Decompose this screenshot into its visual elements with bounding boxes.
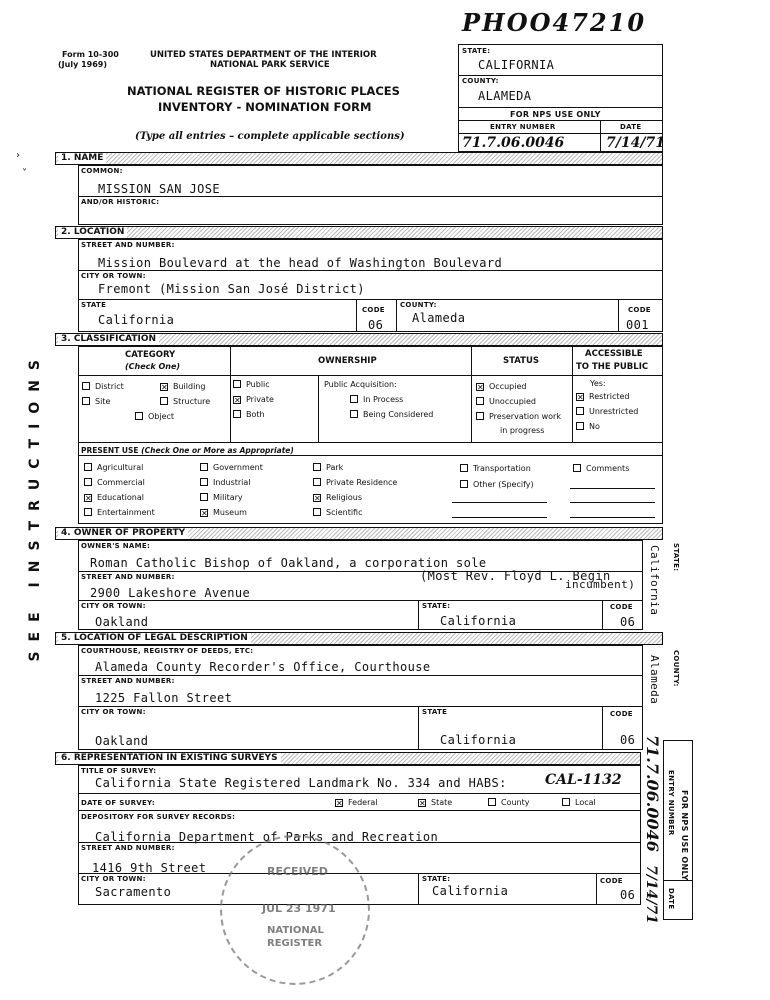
checkbox-icon (82, 397, 90, 405)
classification-box (78, 346, 663, 524)
legal-code-label: CODE (610, 710, 633, 718)
location-street-value: Mission Boulevard at the head of Washington Boulevard (98, 256, 503, 270)
category-site[interactable]: Site (82, 397, 110, 406)
ownership-public[interactable]: Public (233, 380, 270, 389)
stamp-line-3: NATIONAL (267, 925, 324, 936)
section-6-title: 6. REPRESENTATION IN EXISTING SURVEYS (58, 753, 281, 764)
check-one-hint: (Check One) (125, 362, 181, 371)
survey-code-label: CODE (600, 877, 623, 885)
depository-value: California Department of Parks and Recreation (95, 830, 439, 844)
legal-state-label: STATE (422, 708, 448, 716)
status-preservation-work[interactable]: Preservation work (476, 412, 561, 421)
checkbox-icon (82, 382, 90, 390)
use-commercial[interactable]: Commercial (84, 478, 145, 487)
status-unoccupied[interactable]: Unoccupied (476, 397, 536, 406)
common-name-value: MISSION SAN JOSE (98, 182, 220, 196)
owner-city-value: Oakland (95, 615, 149, 629)
location-state-label: STATE (81, 301, 107, 309)
form-title-2: INVENTORY - NOMINATION FORM (158, 100, 372, 114)
owner-name-label: OWNER'S NAME: (81, 542, 151, 550)
ownership-private[interactable]: ✕ Private (234, 395, 274, 405)
acquisition-in-process[interactable]: In Process (350, 395, 403, 404)
owner-street-value: 2900 Lakeshore Avenue (90, 586, 251, 600)
survey-county[interactable]: County (488, 798, 530, 807)
checkbox-icon (160, 397, 168, 405)
checked-box-icon: ✕ (85, 494, 92, 503)
checkbox-icon (573, 464, 581, 472)
location-street-label: STREET AND NUMBER: (81, 241, 175, 249)
form-title-1: NATIONAL REGISTER OF HISTORIC PLACES (127, 84, 400, 98)
survey-street-label: STREET AND NUMBER: (81, 844, 175, 852)
checked-box-icon: ✕ (314, 494, 321, 503)
fold-mark-mid: ˅ (22, 168, 27, 179)
owner-state-label: STATE: (422, 602, 451, 610)
side-county-value: Alameda (648, 655, 661, 705)
accessible-header-2: TO THE PUBLIC (576, 362, 649, 372)
checkbox-icon (562, 798, 570, 806)
stamp-line-2: JUL 23 1971 (262, 902, 336, 915)
survey-state[interactable]: ✕ State (419, 798, 453, 808)
use-transportation[interactable]: Transportation (460, 464, 531, 473)
use-park[interactable]: Park (313, 463, 343, 472)
form-instruction: (Type all entries – complete applicable sections) (135, 131, 405, 142)
accessible-restricted[interactable]: ✕ Restricted (577, 392, 630, 402)
use-agricultural[interactable]: Agricultural (84, 463, 143, 472)
side-county-label: COUNTY: (672, 650, 680, 687)
right-county-value: ALAMEDA (478, 89, 532, 103)
entry-number-label: ENTRY NUMBER (490, 123, 556, 131)
checkbox-icon (350, 395, 358, 403)
side-date-hand: 7/14/71 (643, 865, 659, 924)
checkbox-icon (460, 464, 468, 472)
side-date-label: DATE (667, 888, 675, 910)
ownership-both[interactable]: Both (233, 410, 265, 419)
agency-line-1: UNITED STATES DEPARTMENT OF THE INTERIOR (150, 50, 377, 60)
right-state-value: CALIFORNIA (478, 58, 555, 72)
location-code-label: CODE (362, 306, 385, 314)
common-name-label: COMMON: (81, 167, 123, 175)
checkbox-icon (350, 410, 358, 418)
stamp-line-4: REGISTER (267, 938, 323, 949)
depository-label: DEPOSITORY FOR SURVEY RECORDS: (81, 813, 236, 821)
side-entry-label: ENTRY NUMBER (667, 770, 675, 836)
checkbox-icon (488, 798, 496, 806)
checkbox-icon (476, 412, 484, 420)
form-date: (July 1969) (58, 60, 107, 69)
checkbox-icon (576, 422, 584, 430)
handwritten-document-id: PHOO47210 (462, 8, 647, 37)
survey-title-hand: CAL-1132 (545, 772, 622, 788)
entry-number-hand: 71.7.06.0046 (462, 135, 565, 151)
present-use-label: PRESENT USE (Check One or More as Appropriate) (81, 446, 294, 455)
section-3-title: 3. CLASSIFICATION (58, 334, 159, 345)
side-instructions: SEE INSTRUCTIONS (27, 350, 43, 662)
survey-state-value: California (432, 884, 509, 898)
survey-title-label: TITLE OF SURVEY: (81, 767, 157, 775)
survey-local[interactable]: Local (562, 798, 596, 807)
side-nps-label: FOR NPS USE ONLY (680, 790, 689, 881)
legal-city-label: CITY OR TOWN: (81, 708, 146, 716)
checkbox-icon (576, 407, 584, 415)
checkbox-icon (200, 478, 208, 486)
category-structure[interactable]: Structure (160, 397, 210, 406)
checkbox-icon (233, 380, 241, 388)
agency-line-2: NATIONAL PARK SERVICE (210, 60, 330, 70)
nps-use-label: FOR NPS USE ONLY (510, 110, 601, 119)
checkbox-icon (476, 397, 484, 405)
use-religious[interactable]: ✕ Religious (314, 493, 362, 503)
acquisition-being-considered[interactable]: Being Considered (350, 410, 433, 419)
checkbox-icon (84, 463, 92, 471)
use-scientific[interactable]: Scientific (313, 508, 363, 517)
category-district[interactable]: District (82, 382, 124, 391)
use-entertainment[interactable]: Entertainment (84, 508, 155, 517)
use-museum[interactable]: ✕ Museum (201, 508, 247, 518)
accessible-unrestricted[interactable]: Unrestricted (576, 407, 638, 416)
fold-mark-top: › (16, 150, 20, 161)
category-building[interactable]: ✕ Building (161, 382, 206, 392)
section-2-bar (55, 226, 663, 239)
right-county-label: COUNTY: (462, 77, 499, 85)
checkbox-icon (84, 478, 92, 486)
section-4-title: 4. OWNER OF PROPERTY (58, 528, 188, 539)
location-city-label: CITY OR TOWN: (81, 272, 146, 280)
entry-date-hand: 7/14/71 (606, 135, 665, 151)
checked-box-icon: ✕ (234, 396, 241, 405)
section-6-bar (55, 752, 641, 765)
status-in-progress: in progress (500, 426, 545, 435)
received-stamp (220, 835, 370, 985)
survey-street-value: 1416 9th Street (92, 861, 207, 875)
checked-box-icon: ✕ (477, 383, 484, 392)
survey-title-value: California State Registered Landmark No. 334 and HABS: (95, 776, 507, 790)
checkbox-icon (135, 412, 143, 420)
section-2-title: 2. LOCATION (58, 227, 127, 238)
category-header: CATEGORY (125, 350, 176, 360)
checkbox-icon (200, 493, 208, 501)
form-number: Form 10-300 (62, 50, 119, 59)
status-header: STATUS (503, 356, 540, 366)
accessible-yes: Yes: (590, 379, 606, 388)
owner-city-label: CITY OR TOWN: (81, 602, 146, 610)
owner-note-2: incumbent) (565, 578, 636, 591)
section-3-bar (55, 333, 663, 346)
survey-state-label: STATE: (422, 875, 451, 883)
checked-box-icon: ✕ (336, 799, 343, 808)
survey-date-label: DATE OF SURVEY: (81, 799, 155, 807)
owner-code-label: CODE (610, 603, 633, 611)
use-industrial[interactable]: Industrial (200, 478, 251, 487)
survey-code-value: 06 (620, 888, 636, 902)
use-government[interactable]: Government (200, 463, 263, 472)
legal-city-value: Oakland (95, 734, 149, 748)
checked-box-icon: ✕ (577, 393, 584, 402)
date-label: DATE (620, 123, 642, 131)
owner-name-value: Roman Catholic Bishop of Oakland, a corporation sole (90, 556, 487, 570)
side-entry-hand: 71.7.06.0046 (643, 735, 662, 852)
checked-box-icon: ✕ (419, 799, 426, 808)
section-5-title: 5. LOCATION OF LEGAL DESCRIPTION (58, 633, 251, 644)
legal-street-value: 1225 Fallon Street (95, 691, 233, 705)
public-acquisition-label: Public Acquisition: (324, 380, 397, 389)
courthouse-value: Alameda County Recorder's Office, Courthouse (95, 660, 431, 674)
location-code2-value: 001 (626, 318, 649, 332)
status-occupied[interactable]: ✕ Occupied (477, 382, 527, 392)
stamp-line-1: RECEIVED (267, 865, 328, 878)
checked-box-icon: ✕ (161, 383, 168, 392)
legal-state-value: California (440, 733, 517, 747)
category-object[interactable]: Object (135, 412, 174, 421)
section-1-bar (55, 152, 663, 165)
location-state-value: California (98, 313, 175, 327)
checkbox-icon (200, 463, 208, 471)
survey-city-label: CITY OR TOWN: (81, 875, 146, 883)
checkbox-icon (84, 508, 92, 516)
location-city-value: Fremont (Mission San José District) (98, 282, 365, 296)
use-educational[interactable]: ✕ Educational (85, 493, 144, 503)
location-code-value: 06 (368, 318, 384, 332)
checkbox-icon (313, 463, 321, 471)
side-state-label: STATE: (672, 543, 680, 572)
section-5-bar (55, 632, 663, 645)
section-1-title: 1. NAME (58, 153, 106, 164)
right-state-label: STATE: (462, 47, 491, 55)
location-code2-label: CODE (628, 306, 651, 314)
use-comments[interactable]: Comments (573, 464, 629, 473)
owner-box (78, 540, 643, 630)
checked-box-icon: ✕ (201, 509, 208, 518)
legal-code-value: 06 (620, 733, 636, 747)
legal-street-label: STREET AND NUMBER: (81, 677, 175, 685)
location-county-value: Alameda (412, 311, 466, 325)
accessible-no[interactable]: No (576, 422, 600, 431)
owner-code-value: 06 (620, 615, 636, 629)
owner-note: (Most Rev. Floyd L. Begin (420, 569, 611, 583)
survey-federal[interactable]: ✕ Federal (336, 798, 378, 808)
checkbox-icon (233, 410, 241, 418)
checkbox-icon (313, 508, 321, 516)
accessible-header-1: ACCESSIBLE (585, 349, 643, 359)
use-private-residence[interactable]: Private Residence (313, 478, 397, 487)
checkbox-icon (460, 480, 468, 488)
section-4-bar (55, 527, 663, 540)
courthouse-label: COURTHOUSE, REGISTRY OF DEEDS, ETC: (81, 647, 254, 655)
use-military[interactable]: Military (200, 493, 243, 502)
historic-name-label: AND/OR HISTORIC: (81, 198, 160, 206)
ownership-header: OWNERSHIP (318, 356, 377, 366)
owner-street-label: STREET AND NUMBER: (81, 573, 175, 581)
location-county-label: COUNTY: (400, 301, 437, 309)
side-state-value: California (648, 545, 661, 616)
survey-city-value: Sacramento (95, 885, 172, 899)
checkbox-icon (313, 478, 321, 486)
use-other[interactable]: Other (Specify) (460, 480, 534, 489)
owner-state-value: California (440, 614, 517, 628)
